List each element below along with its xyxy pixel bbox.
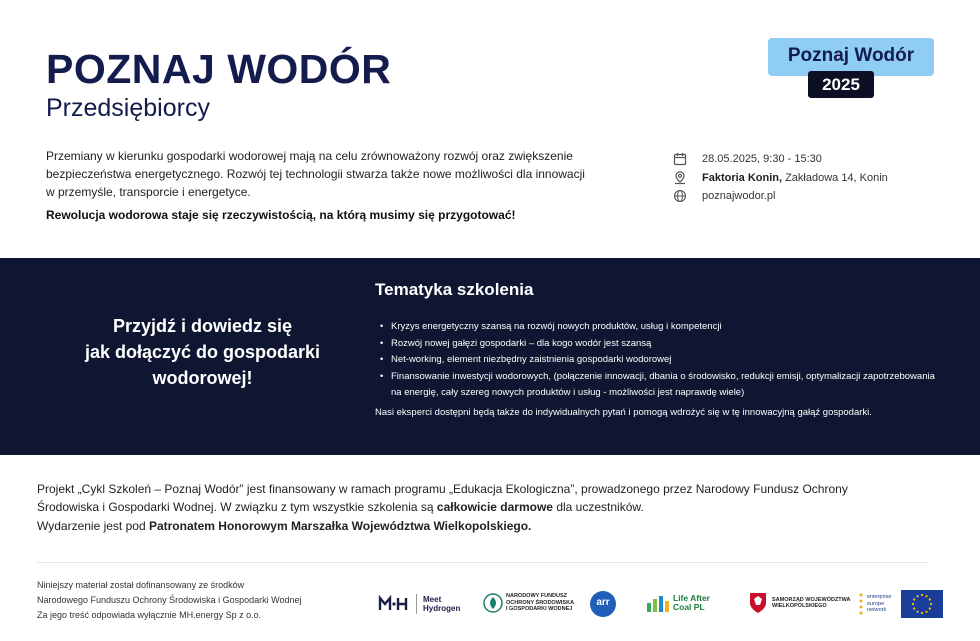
funding-line-2-end: dla uczestników. — [552, 500, 644, 514]
samorzad-logo — [748, 591, 851, 615]
nfosigw-line-1: NARODOWY FUNDUSZ — [506, 593, 568, 600]
patronage-line — [37, 519, 531, 533]
topic-item: • Rozwój nowej gałęzi gospodarki – dla kogo wodór jest szansą — [378, 336, 938, 353]
mh-mark-icon — [378, 595, 410, 613]
event-address: Zakładowa 14, Konin — [785, 172, 888, 184]
meet-hydrogen-line-1: Meet — [423, 595, 442, 604]
globe-icon — [673, 189, 687, 203]
footer-divider — [37, 562, 927, 563]
life-after-coal-line-1: Life After — [673, 593, 710, 603]
life-after-coal-logo — [645, 593, 710, 613]
funding-disclaimer — [37, 578, 357, 623]
eu-flag-icon — [901, 590, 943, 618]
life-after-coal-text — [673, 594, 710, 612]
een-line-3: network — [867, 607, 887, 614]
nfosigw-line-3: I GOSPODARKI WODNEJ — [506, 606, 573, 613]
funding-line-2-start: Środowiska i Gospodarki Wodnej. W związku z tym wszystkie szkolenia są — [37, 500, 437, 514]
een-line-1: enterprise — [867, 594, 892, 601]
call-line-2: jak dołączyć do gospodarki — [84, 342, 321, 362]
meet-hydrogen-text — [423, 595, 460, 613]
topics-list — [378, 319, 938, 402]
location-pin-icon — [673, 171, 687, 185]
top-section — [0, 0, 980, 258]
calendar-icon — [673, 152, 687, 166]
topic-item: • Net-working, element niezbędny zaistnienia gospodarki wodorowej — [378, 352, 938, 369]
patronage-bold: Patronatem Honorowym Marszałka Województwa Wielkopolskiego. — [148, 519, 532, 533]
nfosigw-text — [506, 593, 574, 613]
event-venue: Faktoria Konin, — [702, 172, 783, 184]
nfosigw-line-2: OCHRONY ŚRODOWISKA — [506, 599, 575, 606]
coat-of-arms-icon — [748, 591, 768, 615]
logo-separator — [416, 594, 417, 614]
call-line-1: Przyjdź i dowiedz się — [112, 316, 293, 336]
life-after-coal-line-2: Coal PL — [673, 602, 705, 612]
samorzad-line-1: SAMORZĄD WOJEWÓDZTWA — [772, 596, 851, 603]
page-title: POZNAJ WODÓR — [46, 46, 392, 92]
intro-line-3: w przemyśle, transporcie i energetyce. — [46, 185, 251, 199]
free-highlight: całkowicie darmowe — [436, 500, 553, 514]
event-website-row[interactable] — [673, 189, 775, 203]
intro-line-1: Przemiany w kierunku gospodarki wodorowej mają na celu zrównoważony rozwój oraz zwiększenie — [46, 149, 573, 163]
call-line-3: wodorowej! — [152, 368, 253, 388]
disclaimer-line-1: Niniejszy materiał został dofinansowany ze środków — [37, 580, 245, 590]
call-to-action — [40, 313, 365, 391]
badge-label: Poznaj Wodór — [787, 45, 915, 66]
event-website-link[interactable]: poznajwodor.pl — [702, 190, 776, 202]
arr-logo — [590, 591, 616, 617]
intro-bold-statement: Rewolucja wodorowa staje się rzeczywistością, na którą musimy się przygotować! — [46, 208, 516, 222]
event-date: 28.05.2025, 9:30 - 15:30 — [702, 153, 822, 165]
topics-heading: Tematyka szkolenia — [375, 280, 534, 299]
life-after-coal-icon — [645, 593, 671, 613]
topic-item: • Kryzys energetyczny szansą na rozwój nowych produktów, usług i kompetencji — [378, 319, 938, 336]
funding-line-1: Projekt „Cykl Szkoleń – Poznaj Wodór” jest finansowany w ramach programu „Edukacja Ekologiczna”, prowadzonego przez Narodowy Fundusz Ochrony — [37, 482, 848, 496]
arr-mark: arr — [590, 591, 616, 617]
een-text — [867, 594, 895, 614]
een-line-2: europe — [867, 600, 885, 607]
disclaimer-line-2: Narodowego Funduszu Ochrony Środowiska i Gospodarki Wodnej — [37, 595, 302, 605]
event-location-row — [673, 171, 888, 185]
funding-line-2 — [37, 498, 917, 516]
disclaimer-line-3: Za jego treść odpowiada wyłącznie MH.energy Sp z o.o. — [37, 610, 262, 620]
meet-hydrogen-logo — [378, 594, 460, 614]
samorzad-line-2: WIELKOPOLSKIEGO — [772, 603, 827, 609]
nfosigw-logo — [483, 593, 574, 613]
een-stars-icon — [857, 592, 865, 616]
een-logo — [857, 590, 943, 618]
nfosigw-emblem-icon — [483, 593, 503, 613]
funding-paragraph — [37, 480, 917, 516]
intro-paragraph — [46, 147, 636, 201]
badge-year: 2025 — [808, 71, 874, 98]
patronage-start: Wydarzenie jest pod — [37, 519, 149, 533]
topic-item: • Finansowanie inwestycji wodorowych, (połączenie innowacji, dbania o środowisko, redukcji emisji, optymalizacji zapotrzebowania na energię, cały szereg nowych produktów i usług - możliwości jest naprawdę wiele) — [378, 369, 938, 402]
event-date-row — [673, 152, 822, 166]
meet-hydrogen-line-2: Hydrogen — [423, 604, 461, 613]
page-subtitle: Przedsiębiorcy — [46, 94, 210, 122]
experts-note: Nasi eksperci dostępni będą także do indywidualnych pytań i pomogą wdrożyć się w tę innowacyjną gałąź gospodarki. — [375, 407, 872, 418]
intro-line-2: bezpieczeństwa energetycznego. Rozwój tej technologii stwarza także nowe możliwości dla innowacji — [46, 167, 585, 181]
samorzad-text — [772, 597, 851, 610]
